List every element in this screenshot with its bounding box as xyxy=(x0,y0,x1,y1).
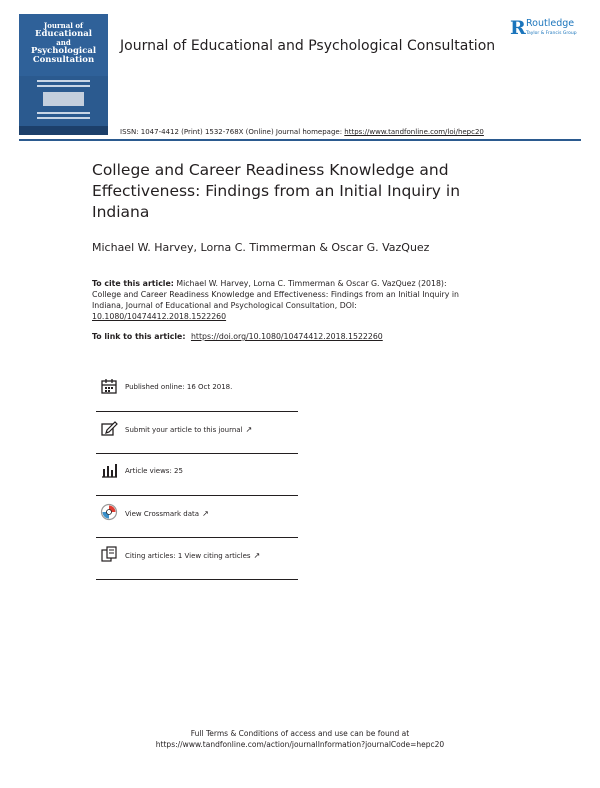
footer-terms-text: Full Terms & Conditions of access and use can be found at xyxy=(190,729,410,738)
submit-article-link[interactable]: Submit your article to this journal ↗ xyxy=(125,425,253,434)
edit-pencil-icon xyxy=(100,419,118,437)
routledge-r-icon: R xyxy=(510,17,526,39)
issn-line xyxy=(120,128,484,136)
published-date: Published online: 16 Oct 2018. xyxy=(125,383,233,391)
article-views-row[interactable] xyxy=(96,454,298,496)
terms-footer xyxy=(0,728,600,750)
journal-cover-image xyxy=(19,14,108,135)
article-title: College and Career Readiness Knowledge and Effectiveness: Findings from an Initial Inquiry in Indiana xyxy=(92,161,461,221)
citing-articles-icon xyxy=(100,545,118,563)
cite-text: Michael W. Harvey, Lorna C. Timmerman & Oscar G. VazQuez (2018): College and Career Readiness Knowledge and Effectiveness: Findings from an Initial Inquiry in Indiana, Journal of Educational and Psychological Consultation, DOI: xyxy=(92,279,459,310)
article-authors: Michael W. Harvey, Lorna C. Timmerman & Oscar G. VazQuez xyxy=(92,241,430,254)
submit-article-row[interactable] xyxy=(96,412,298,454)
article-link-line xyxy=(92,332,383,341)
citation-block xyxy=(92,278,472,322)
journal-title: Journal of Educational and Psychological Consultation xyxy=(120,38,496,54)
external-link-icon: ↗ xyxy=(245,425,253,434)
cover-title: Journal of Educational and Psychological Consultation xyxy=(30,21,97,65)
crossmark-link[interactable]: View Crossmark data ↗ xyxy=(125,509,209,518)
published-row xyxy=(96,370,298,412)
cite-doi-link[interactable]: 10.1080/10474412.2018.1522260 xyxy=(92,312,227,321)
external-link-icon: ↗ xyxy=(253,551,261,560)
link-label: To link to this article: xyxy=(92,332,186,341)
logo-tagline: Taylor & Francis Group xyxy=(526,31,577,36)
journal-homepage-link[interactable]: https://www.tandfonline.com/loi/hepc20 xyxy=(344,128,484,136)
citing-articles-link[interactable]: Citing articles: 1 View citing articles ↗ xyxy=(125,551,261,560)
crossmark-row[interactable] xyxy=(96,496,298,538)
citing-articles-row[interactable] xyxy=(96,538,298,580)
publisher-logo xyxy=(510,17,590,43)
header-divider xyxy=(19,139,581,141)
bar-chart-icon xyxy=(100,461,118,479)
article-views[interactable]: Article views: 25 xyxy=(125,467,183,475)
logo-name: Routledge xyxy=(526,18,575,29)
crossmark-icon xyxy=(100,503,118,521)
cite-label: To cite this article: xyxy=(92,279,174,288)
footer-terms-link[interactable]: https://www.tandfonline.com/action/journalInformation?journalCode=hepc20 xyxy=(155,740,445,749)
calendar-icon xyxy=(100,377,118,395)
issn-text: ISSN: 1047-4412 (Print) 1532-768X (Online) Journal homepage: xyxy=(120,128,343,136)
external-link-icon: ↗ xyxy=(202,509,209,518)
article-doi-link[interactable]: https://doi.org/10.1080/10474412.2018.1522260 xyxy=(190,332,383,341)
